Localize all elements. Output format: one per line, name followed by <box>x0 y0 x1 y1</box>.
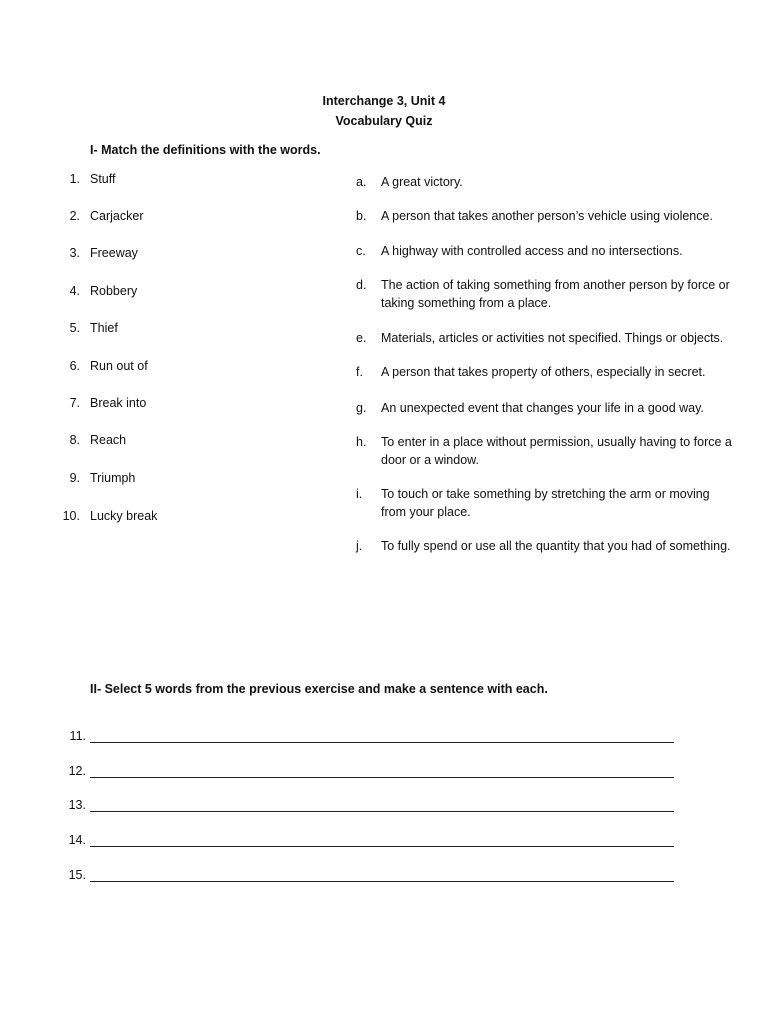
word-item <box>0 433 340 451</box>
definition-letter: j. <box>356 539 363 553</box>
definition-letter: a. <box>356 175 367 189</box>
answer-number: 12. <box>68 764 86 778</box>
definition-text: The action of taking something from another person by force or taking something from a place. <box>381 278 730 310</box>
answer-blank[interactable] <box>90 742 674 743</box>
definition-text: A highway with controlled access and no intersections. <box>381 244 683 258</box>
answer-line <box>0 798 720 816</box>
definition-letter: h. <box>356 435 367 449</box>
word-number: 8. <box>69 433 80 447</box>
word-item <box>0 359 340 377</box>
definition-letter: d. <box>356 278 367 292</box>
answer-number: 15. <box>68 868 86 882</box>
word-text: Freeway <box>90 246 138 260</box>
definition-text: To enter in a place without permission, usually having to force a door or a window. <box>381 435 732 467</box>
word-number: 3. <box>69 246 80 260</box>
word-number: 10. <box>62 509 80 523</box>
word-text: Carjacker <box>90 209 144 223</box>
answer-blank[interactable] <box>90 811 674 812</box>
word-number: 1. <box>69 172 80 186</box>
word-text: Run out of <box>90 359 148 373</box>
answer-number: 13. <box>68 798 86 812</box>
word-item <box>0 471 340 489</box>
word-item <box>0 509 340 527</box>
word-item <box>0 209 340 227</box>
definition-text: To touch or take something by stretching the arm or moving from your place. <box>381 487 710 519</box>
word-text: Reach <box>90 433 127 447</box>
definition-letter: b. <box>356 209 367 223</box>
word-number: 5. <box>69 321 80 335</box>
word-item <box>0 321 340 339</box>
section-1-heading: I- Match the definitions with the words. <box>90 143 321 157</box>
section-2-heading: II- Select 5 words from the previous exercise and make a sentence with each. <box>90 682 548 696</box>
definition-text: A great victory. <box>381 175 463 189</box>
definition-text: A person that takes property of others, especially in secret. <box>381 365 706 379</box>
word-number: 9. <box>69 471 80 485</box>
definition-letter: e. <box>356 331 367 345</box>
word-text: Lucky break <box>90 509 158 523</box>
definition-text: An unexpected event that changes your life in a good way. <box>381 401 704 415</box>
definition-text: To fully spend or use all the quantity that you had of something. <box>381 539 731 553</box>
definition-letter: g. <box>356 401 367 415</box>
answer-line <box>0 764 720 782</box>
answer-line <box>0 833 720 851</box>
answer-blank[interactable] <box>90 777 674 778</box>
page-subtitle: Vocabulary Quiz <box>335 114 433 128</box>
answer-blank[interactable] <box>90 881 674 882</box>
answer-line <box>0 729 720 747</box>
answer-line <box>0 868 720 886</box>
word-number: 7. <box>69 396 80 410</box>
word-number: 2. <box>69 209 80 223</box>
word-number: 4. <box>69 284 80 298</box>
definition-letter: c. <box>356 244 366 258</box>
definition-text: A person that takes another person’s vehicle using violence. <box>381 209 713 223</box>
word-item <box>0 396 340 414</box>
definition-letter: f. <box>356 365 363 379</box>
word-item <box>0 284 340 302</box>
answer-blank[interactable] <box>90 846 674 847</box>
word-text: Break into <box>90 396 147 410</box>
answer-number: 14. <box>68 833 86 847</box>
definition-letter: i. <box>356 487 363 501</box>
word-item <box>0 172 340 190</box>
word-text: Thief <box>90 321 118 335</box>
word-text: Stuff <box>90 172 116 186</box>
word-text: Triumph <box>90 471 136 485</box>
definition-text: Materials, articles or activities not specified. Things or objects. <box>381 331 724 345</box>
word-number: 6. <box>69 359 80 373</box>
word-item <box>0 246 340 264</box>
word-text: Robbery <box>90 284 138 298</box>
page-title: Interchange 3, Unit 4 <box>322 94 446 108</box>
answer-number: 11. <box>69 729 86 743</box>
